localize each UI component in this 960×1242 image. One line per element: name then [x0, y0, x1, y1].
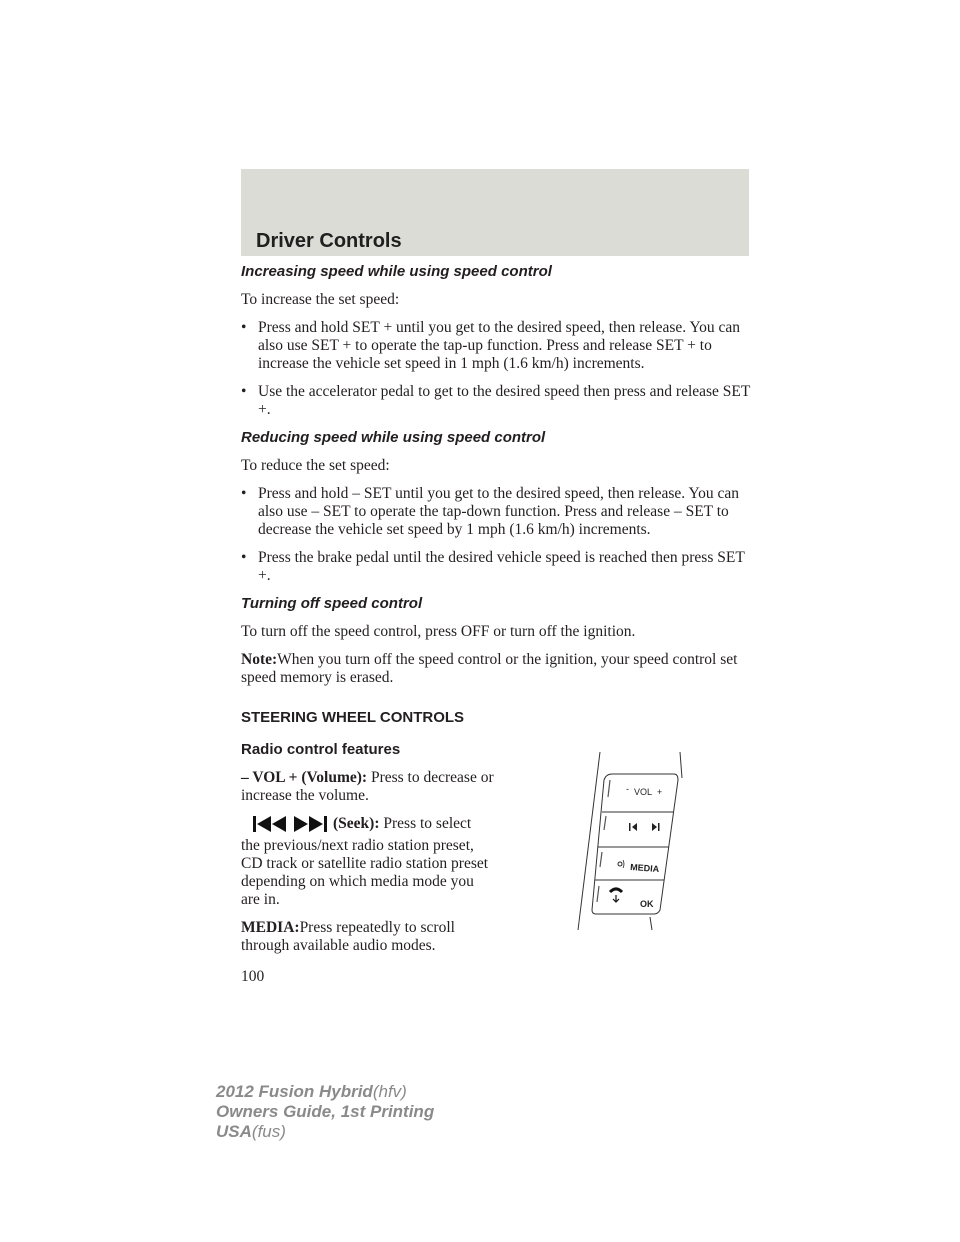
- note-paragraph: [241, 651, 753, 687]
- media-text: Press repeatedly to scroll through available audio modes.: [241, 919, 455, 954]
- increase-speed-heading: Increasing speed while using speed control: [241, 263, 552, 280]
- footer-model-line: [216, 1082, 434, 1102]
- turn-off-heading: Turning off speed control: [241, 595, 423, 612]
- seek-label: (Seek):: [333, 815, 380, 832]
- note-text: When you turn off the speed control or the ignition, your speed control set speed memory is erased.: [241, 651, 738, 686]
- volume-paragraph: [241, 769, 496, 805]
- footer-market-code: (fus): [251, 1122, 286, 1141]
- seek-row: [241, 815, 496, 833]
- bullet: •: [241, 319, 247, 336]
- bullet: •: [241, 383, 247, 400]
- vol-label: VOL: [634, 787, 653, 797]
- footer: [216, 1082, 434, 1142]
- seek-paragraph: [241, 815, 496, 909]
- volume-text: Press to decrease or increase the volume.: [241, 769, 494, 804]
- footer-market-line: [216, 1122, 434, 1142]
- media-figure-label: MEDIA: [629, 862, 660, 875]
- seek-icons: [253, 816, 327, 832]
- footer-model: 2012 Fusion Hybrid: [216, 1082, 373, 1101]
- turn-off-text: To turn off the speed control, press OFF or turn off the ignition.: [241, 623, 636, 640]
- increase-intro: To increase the set speed:: [241, 291, 400, 308]
- list-item: • Press and hold – SET until you get to the desired speed, then release. You can also use – SET to operate the tap-down function. Press and release – SET to decrease the vehicle set speed by 1 mph (1.6 km/h) increments.: [241, 485, 739, 538]
- list-item: • Use the accelerator pedal to get to the desired speed then press and release SET +.: [241, 383, 751, 418]
- footer-guide: Owners Guide, 1st Printing: [216, 1102, 435, 1121]
- page-number: 100: [241, 968, 265, 985]
- reduce-bullet-list: [241, 485, 753, 585]
- seek-text-2: the previous/next radio station preset, CD track or satellite radio station preset depending on which media mode you are in.: [241, 837, 489, 908]
- volume-label: – VOL + (Volume):: [241, 769, 368, 786]
- vol-minus-label: -: [626, 784, 629, 794]
- reduce-speed-heading: Reducing speed while using speed control: [241, 429, 546, 446]
- note-label: Note:: [241, 651, 278, 668]
- list-item: • Press and hold SET + until you get to the desired speed, then release. You can also use SET + to operate the tap-up function. Press and release SET + to increase the vehicle set speed in 1 mph (1.6 km/h) increments.: [241, 319, 740, 372]
- seek-next-icon: [293, 816, 327, 832]
- seek-text-1: Press to select: [383, 815, 472, 832]
- media-paragraph: [241, 919, 496, 955]
- page-title: Driver Controls: [256, 230, 402, 252]
- steering-wheel-controls-illustration: [570, 752, 690, 932]
- bullet: •: [241, 549, 247, 566]
- reduce-intro: To reduce the set speed:: [241, 457, 390, 474]
- footer-market: USA: [216, 1122, 252, 1141]
- steering-wheel-heading: STEERING WHEEL CONTROLS: [241, 709, 465, 726]
- increase-bullet-list: [241, 319, 753, 419]
- seek-previous-icon: [253, 816, 287, 832]
- list-item: • Press the brake pedal until the desired vehicle speed is reached then press SET +.: [241, 549, 745, 584]
- footer-model-code: (hfv): [372, 1082, 407, 1101]
- radio-control-heading: Radio control features: [241, 741, 401, 758]
- media-label: MEDIA:: [241, 919, 300, 936]
- vol-plus-label: +: [657, 787, 663, 797]
- bullet: •: [241, 485, 247, 502]
- ok-label: OK: [640, 899, 654, 909]
